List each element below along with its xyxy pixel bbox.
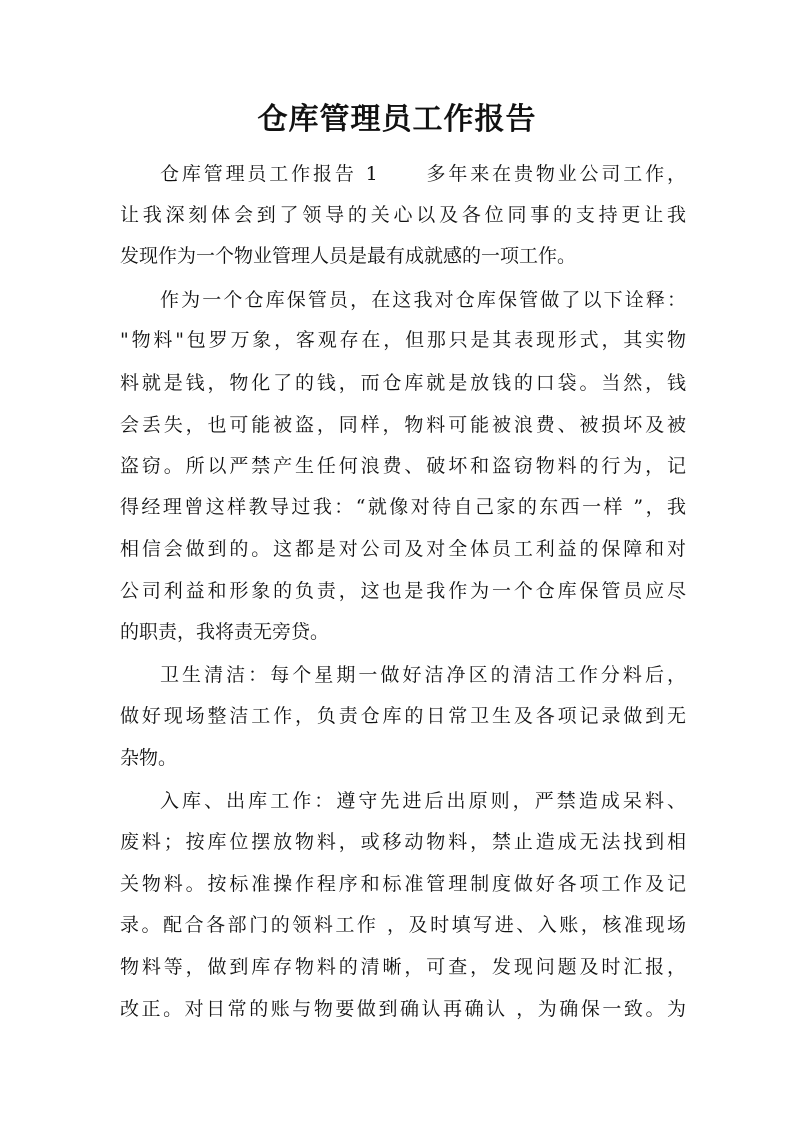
paragraph-line: 作为一个仓库保管员，在这我对仓库保管做了以下诠释： xyxy=(160,289,686,311)
intro-text: 多年来在贵物业公司工作， xyxy=(423,163,686,185)
paragraph-line: 会丢失，也可能被盗，同样，物料可能被浪费、被损坏及被 xyxy=(120,414,686,436)
paragraph-line: 的职责，我将责无旁贷。 xyxy=(120,621,330,643)
paragraph-line: 发现作为一个物业管理人员是最有成就感的一项工作。 xyxy=(120,245,577,267)
paragraph-line: 杂物。 xyxy=(120,747,178,769)
paragraph-line: 改正。对日常的账与物要做到确认再确认 ，为确保一致。为 xyxy=(120,998,686,1020)
paragraph-line: 相信会做到的。这都是对公司及对全体员工利益的保障和对 xyxy=(120,538,686,560)
paragraph-line: "物料"包罗万象，客观存在，但那只是其表现形式，其实物 xyxy=(120,329,686,351)
paragraph-line xyxy=(160,162,686,186)
paragraph-line: 做好现场整洁工作，负责仓库的日常卫生及各项记录做到无 xyxy=(120,705,686,727)
paragraph-line: 入库、出库工作：遵守先进后出原则，严禁造成呆料、 xyxy=(160,790,686,812)
paragraph-line: 物料等，做到库存物料的清晰，可查，发现问题及时汇报， xyxy=(120,956,686,978)
paragraph-line: 公司利益和形象的负责，这也是我作为一个仓库保管员应尽 xyxy=(120,580,686,602)
paragraph-line: 让我深刻体会到了领导的关心以及各位同事的支持更让我 xyxy=(120,204,686,226)
paragraph-line: 料就是钱，物化了的钱，而仓库就是放钱的口袋。当然，钱 xyxy=(120,372,686,394)
paragraph-line: 录。配合各部门的领料工作 ，及时填写进、入账，核准现场 xyxy=(120,914,686,936)
paragraph-line: 盗窃。所以严禁产生任何浪费、破坏和盗窃物料的行为，记 xyxy=(120,455,686,477)
paragraph-line: 得经理曾这样教导过我：“就像对待自己家的东西一样 ”，我 xyxy=(120,496,686,518)
paragraph-line: 卫生清洁：每个星期一做好洁净区的清洁工作分料后， xyxy=(160,664,686,686)
paragraph-line: 关物料。按标准操作程序和标准管理制度做好各项工作及记 xyxy=(120,873,686,895)
document-title: 仓库管理员工作报告 xyxy=(257,102,537,137)
report-heading: 仓库管理员工作报告 1 xyxy=(160,163,378,185)
paragraph-line: 废料；按库位摆放物料，或移动物料，禁止造成无法找到相 xyxy=(120,831,686,853)
